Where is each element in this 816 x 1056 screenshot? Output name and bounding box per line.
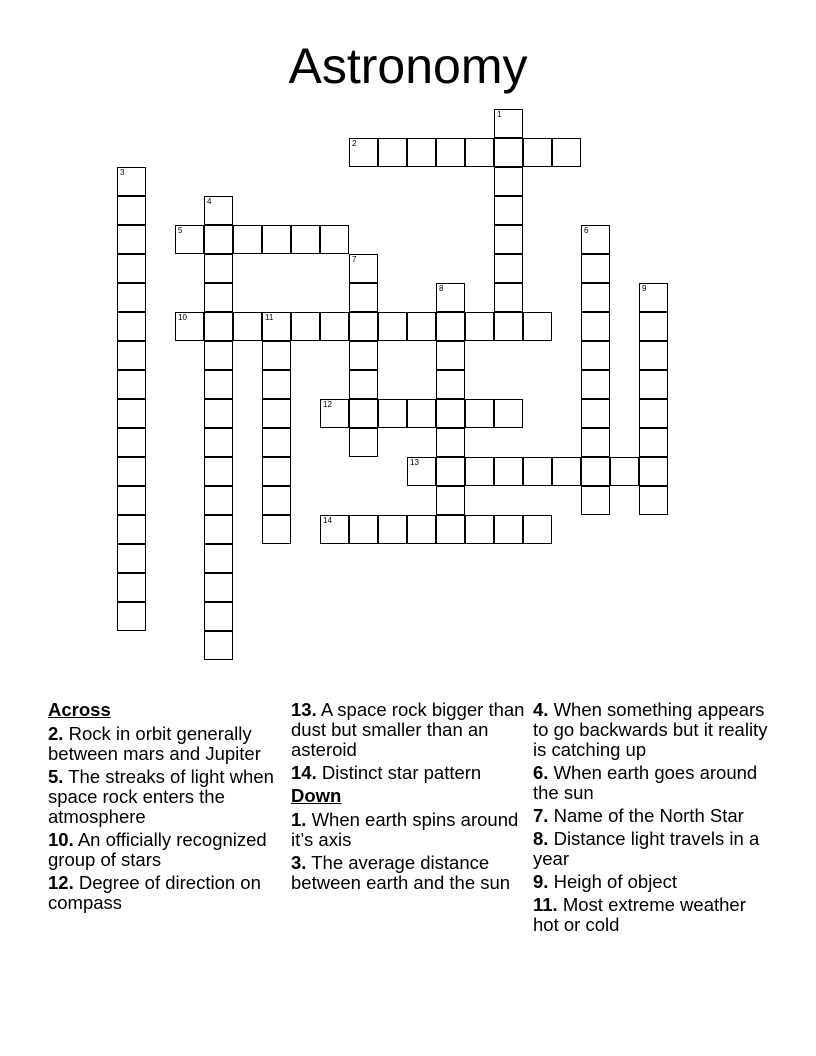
grid-cell[interactable]	[436, 486, 465, 515]
grid-cell[interactable]	[117, 283, 146, 312]
grid-cell[interactable]	[349, 428, 378, 457]
grid-cell[interactable]	[639, 283, 668, 312]
clue-item	[533, 895, 773, 935]
grid-cell[interactable]	[523, 138, 552, 167]
grid-cell[interactable]	[117, 254, 146, 283]
across-clue-list	[48, 724, 288, 913]
grid-cell[interactable]	[523, 515, 552, 544]
grid-cell[interactable]	[320, 312, 349, 341]
grid-cell[interactable]	[465, 399, 494, 428]
grid-cell[interactable]	[465, 138, 494, 167]
grid-cell[interactable]	[204, 196, 233, 225]
grid-cell[interactable]	[262, 312, 291, 341]
grid-cell[interactable]	[465, 457, 494, 486]
clues-column-2	[291, 700, 531, 896]
grid-cell[interactable]	[436, 370, 465, 399]
clue-item	[291, 700, 531, 760]
clue-item	[533, 829, 773, 869]
clue-item-number: 1.	[291, 809, 307, 830]
clue-item	[533, 763, 773, 803]
clue-item-number: 10.	[48, 829, 74, 850]
grid-cell[interactable]	[262, 399, 291, 428]
grid-cell[interactable]	[204, 312, 233, 341]
grid-cell[interactable]	[494, 167, 523, 196]
clue-item	[48, 873, 288, 913]
grid-cell[interactable]	[581, 399, 610, 428]
grid-cell[interactable]	[436, 312, 465, 341]
clues-column-3	[533, 700, 773, 938]
grid-cell[interactable]	[407, 138, 436, 167]
grid-cell[interactable]	[407, 399, 436, 428]
clue-item-number: 13.	[291, 699, 317, 720]
grid-cell[interactable]	[262, 457, 291, 486]
clue-number: 5	[178, 226, 183, 235]
grid-cell[interactable]	[117, 457, 146, 486]
clue-item-number: 3.	[291, 852, 307, 873]
grid-cell[interactable]	[639, 399, 668, 428]
grid-cell[interactable]	[581, 428, 610, 457]
grid-cell[interactable]	[262, 341, 291, 370]
across-heading: Across	[48, 699, 111, 720]
grid-cell[interactable]	[262, 370, 291, 399]
grid-cell[interactable]	[610, 457, 639, 486]
grid-cell[interactable]	[639, 428, 668, 457]
grid-cell[interactable]	[233, 312, 262, 341]
down-clue-list	[291, 810, 531, 893]
grid-cell[interactable]	[581, 341, 610, 370]
grid-cell[interactable]	[117, 428, 146, 457]
grid-cell[interactable]	[204, 515, 233, 544]
grid-cell[interactable]	[349, 370, 378, 399]
grid-cell[interactable]	[581, 457, 610, 486]
grid-cell[interactable]	[349, 283, 378, 312]
clue-number: 7	[352, 255, 357, 264]
clue-item-number: 5.	[48, 766, 64, 787]
clue-item-number: 2.	[48, 723, 64, 744]
across-clue-list-continued	[291, 700, 531, 783]
clue-number: 4	[207, 197, 212, 206]
grid-cell[interactable]	[175, 225, 204, 254]
grid-cell[interactable]	[204, 341, 233, 370]
grid-cell[interactable]	[436, 341, 465, 370]
grid-cell[interactable]	[117, 544, 146, 573]
grid-cell[interactable]	[494, 515, 523, 544]
clue-item-text: Most extreme weather hot or cold	[533, 894, 746, 935]
grid-cell[interactable]	[117, 312, 146, 341]
grid-cell[interactable]	[349, 341, 378, 370]
clue-item	[533, 700, 773, 760]
grid-cell[interactable]	[117, 602, 146, 631]
grid-cell[interactable]	[320, 515, 349, 544]
grid-cell[interactable]	[552, 138, 581, 167]
grid-cell[interactable]	[233, 225, 262, 254]
clue-item	[48, 830, 288, 870]
grid-cell[interactable]	[204, 370, 233, 399]
clue-number: 11	[265, 313, 274, 322]
grid-cell[interactable]	[639, 370, 668, 399]
grid-cell[interactable]	[117, 486, 146, 515]
grid-cell[interactable]	[639, 341, 668, 370]
clue-item-number: 9.	[533, 871, 549, 892]
clue-item-number: 12.	[48, 872, 74, 893]
clue-item	[291, 763, 531, 783]
grid-cell[interactable]	[523, 457, 552, 486]
grid-cell[interactable]	[204, 225, 233, 254]
clue-item	[48, 767, 288, 827]
grid-cell[interactable]	[436, 399, 465, 428]
grid-cell[interactable]	[117, 370, 146, 399]
clue-item-text: Rock in orbit generally between mars and Jupiter	[48, 723, 261, 764]
grid-cell[interactable]	[117, 573, 146, 602]
clues-column-1	[48, 700, 288, 916]
clue-item-text: When earth spins around it’s axis	[291, 809, 519, 850]
clue-item-text: The average distance between earth and the sun	[291, 852, 511, 893]
grid-cell[interactable]	[262, 225, 291, 254]
grid-cell[interactable]	[349, 515, 378, 544]
grid-cell[interactable]	[494, 196, 523, 225]
grid-cell[interactable]	[117, 341, 146, 370]
grid-cell[interactable]	[436, 428, 465, 457]
grid-cell[interactable]	[581, 254, 610, 283]
grid-cell[interactable]	[639, 457, 668, 486]
clue-item	[533, 806, 773, 826]
grid-cell[interactable]	[436, 457, 465, 486]
clue-item-number: 6.	[533, 762, 549, 783]
grid-cell[interactable]	[204, 602, 233, 631]
grid-cell[interactable]	[639, 486, 668, 515]
clue-item-number: 11.	[533, 894, 558, 915]
grid-cell[interactable]	[175, 312, 204, 341]
grid-cell[interactable]	[204, 486, 233, 515]
clue-item-text: Heigh of object	[548, 871, 677, 892]
grid-cell[interactable]	[465, 515, 494, 544]
clue-number: 8	[439, 284, 444, 293]
clue-number: 2	[352, 139, 357, 148]
grid-cell[interactable]	[581, 283, 610, 312]
clue-item-number: 14.	[291, 762, 317, 783]
grid-cell[interactable]	[581, 225, 610, 254]
puzzle-title: Astronomy	[288, 38, 528, 94]
clue-item-text: Name of the North Star	[548, 805, 744, 826]
clue-item-text: The streaks of light when space rock enters the atmosphere	[48, 766, 274, 827]
grid-cell[interactable]	[204, 457, 233, 486]
clue-item	[291, 810, 531, 850]
grid-cell[interactable]	[204, 573, 233, 602]
grid-cell[interactable]	[117, 196, 146, 225]
grid-cell[interactable]	[407, 515, 436, 544]
grid-cell[interactable]	[204, 399, 233, 428]
clue-number: 3	[120, 168, 125, 177]
clue-number: 1	[497, 110, 502, 119]
clue-item-text: Degree of direction on compass	[48, 872, 261, 913]
clue-number: 14	[323, 516, 332, 525]
grid-cell[interactable]	[378, 312, 407, 341]
grid-cell[interactable]	[320, 225, 349, 254]
clue-item-text: When earth goes around the sun	[533, 762, 758, 803]
grid-cell[interactable]	[494, 457, 523, 486]
grid-cell[interactable]	[262, 428, 291, 457]
grid-cell[interactable]	[494, 312, 523, 341]
grid-cell[interactable]	[320, 399, 349, 428]
grid-cell[interactable]	[291, 225, 320, 254]
clue-number: 12	[323, 400, 332, 409]
clue-item-text: Distance light travels in a year	[533, 828, 760, 869]
grid-cell[interactable]	[349, 312, 378, 341]
grid-cell[interactable]	[436, 515, 465, 544]
grid-cell[interactable]	[117, 399, 146, 428]
grid-cell[interactable]	[494, 254, 523, 283]
clue-item-text: Distinct star pattern	[316, 762, 482, 783]
grid-cell[interactable]	[494, 138, 523, 167]
clue-item-text: A space rock bigger than dust but smaller than an asteroid	[291, 699, 525, 760]
grid-cell[interactable]	[291, 312, 320, 341]
grid-cell[interactable]	[581, 370, 610, 399]
grid-cell[interactable]	[494, 283, 523, 312]
clue-item-number: 8.	[533, 828, 549, 849]
grid-cell[interactable]	[494, 399, 523, 428]
grid-cell[interactable]	[407, 312, 436, 341]
clue-item-text: An officially recognized group of stars	[48, 829, 267, 870]
clue-item	[291, 853, 531, 893]
grid-cell[interactable]	[378, 515, 407, 544]
clue-number: 10	[178, 313, 187, 322]
grid-cell[interactable]	[494, 225, 523, 254]
grid-cell[interactable]	[204, 428, 233, 457]
grid-cell[interactable]	[117, 167, 146, 196]
grid-cell[interactable]	[204, 283, 233, 312]
grid-cell[interactable]	[349, 399, 378, 428]
grid-cell[interactable]	[262, 515, 291, 544]
grid-cell[interactable]	[552, 457, 581, 486]
grid-cell[interactable]	[349, 254, 378, 283]
grid-cell[interactable]	[436, 283, 465, 312]
grid-cell[interactable]	[378, 399, 407, 428]
grid-cell[interactable]	[465, 312, 494, 341]
clue-number: 6	[584, 226, 589, 235]
grid-cell[interactable]	[349, 138, 378, 167]
grid-cell[interactable]	[581, 312, 610, 341]
grid-cell[interactable]	[204, 254, 233, 283]
clue-number: 13	[410, 458, 419, 467]
grid-cell[interactable]	[581, 486, 610, 515]
clue-item-number: 7.	[533, 805, 549, 826]
grid-cell[interactable]	[494, 109, 523, 138]
clue-item	[533, 872, 773, 892]
grid-cell[interactable]	[117, 515, 146, 544]
clue-item	[48, 724, 288, 764]
down-clue-list-continued	[533, 700, 773, 935]
grid-cell[interactable]	[204, 631, 233, 660]
grid-cell[interactable]	[204, 544, 233, 573]
grid-cell[interactable]	[407, 457, 436, 486]
grid-cell[interactable]	[262, 486, 291, 515]
grid-cell[interactable]	[523, 312, 552, 341]
grid-cell[interactable]	[639, 312, 668, 341]
down-heading: Down	[291, 785, 342, 806]
clue-number: 9	[642, 284, 647, 293]
grid-cell[interactable]	[378, 138, 407, 167]
grid-cell[interactable]	[117, 225, 146, 254]
clue-item-text: When something appears to go backwards but it reality is catching up	[533, 699, 768, 760]
clue-item-number: 4.	[533, 699, 549, 720]
grid-cell[interactable]	[436, 138, 465, 167]
